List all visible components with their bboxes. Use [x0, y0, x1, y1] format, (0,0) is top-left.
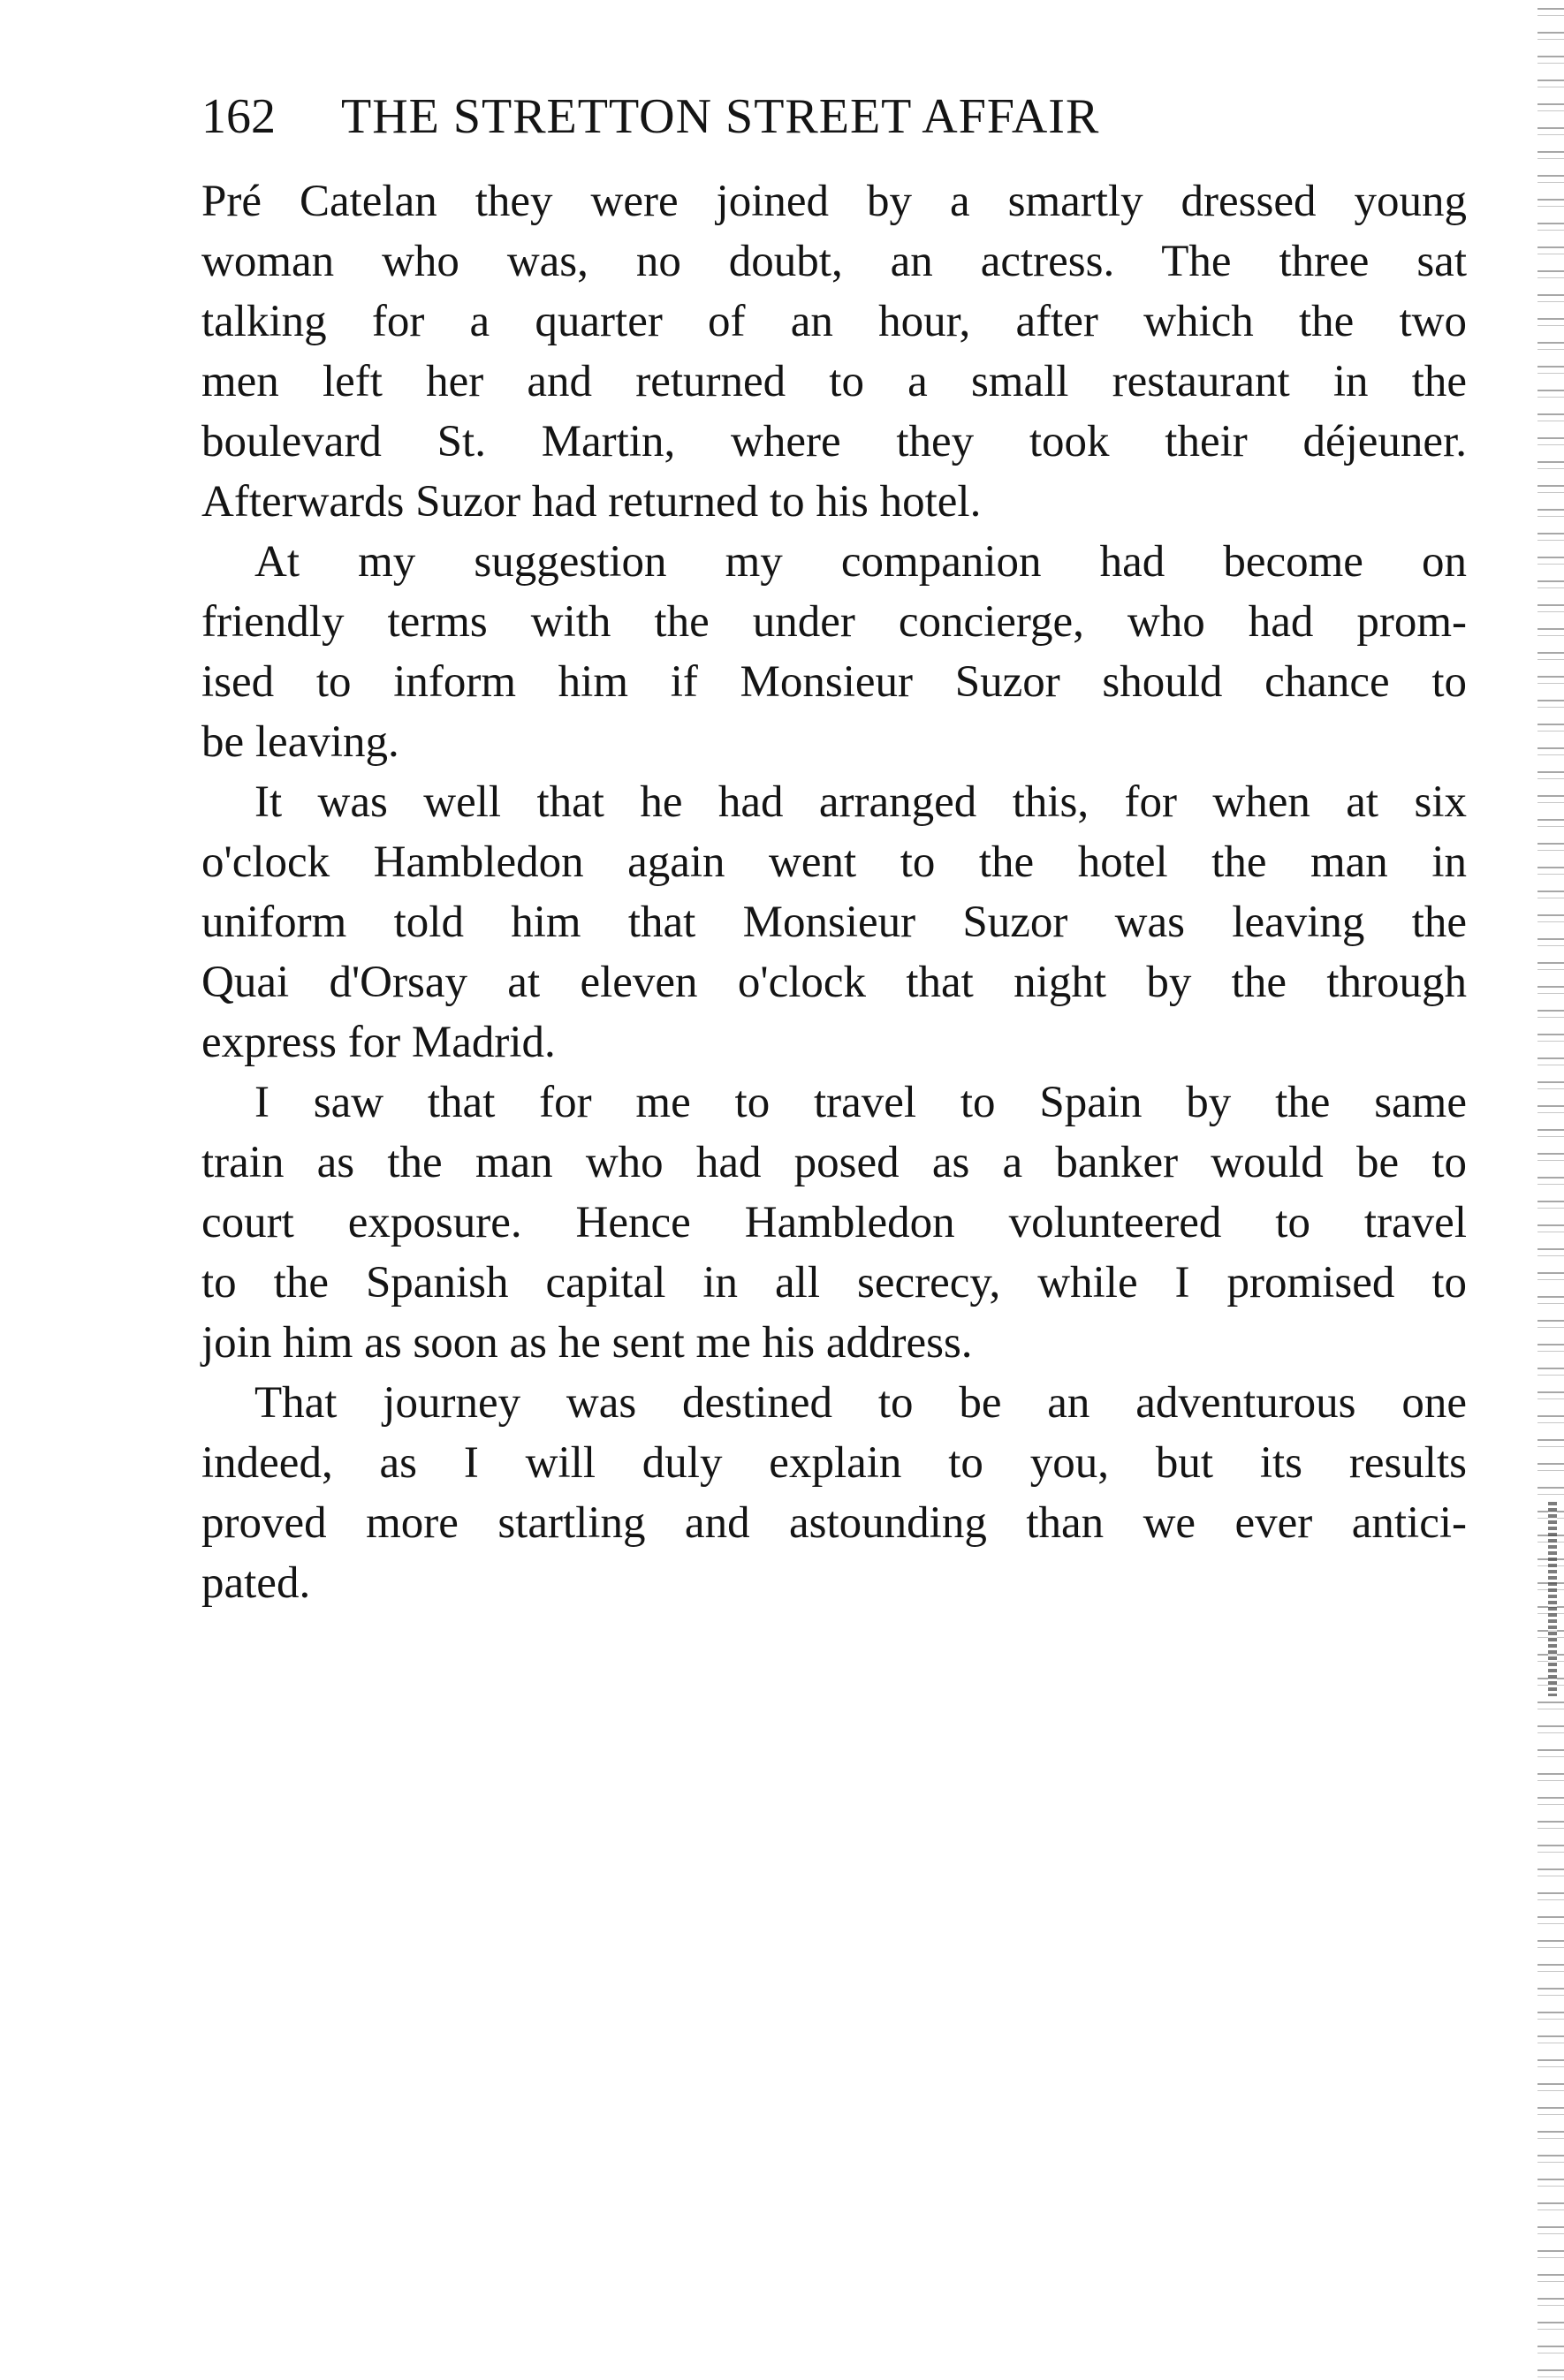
text-line: boulevard St. Martin, where they took their déjeuner. — [201, 417, 1467, 466]
body-text — [201, 171, 1467, 1613]
text-line: That journey was destined to be an adventurous one — [254, 1378, 1467, 1428]
text-line: men left her and returned to a small restaurant in the — [201, 357, 1467, 406]
text-line: Afterwards Suzor had returned to his hotel. — [201, 477, 982, 527]
page-number: 162 — [201, 89, 276, 144]
text-line: to the Spanish capital in all secrecy, while I promised to — [201, 1258, 1467, 1307]
page-edge-shadow — [1548, 1502, 1557, 1696]
running-title: THE STRETTON STREET AFFAIR — [341, 89, 1100, 144]
text-line: I saw that for me to travel to Spain by the same — [254, 1078, 1467, 1127]
text-line: Pré Catelan they were joined by a smartly dressed young — [201, 177, 1467, 226]
text-line: be leaving. — [201, 717, 399, 767]
text-line: woman who was, no doubt, an actress. The three sat — [201, 237, 1467, 286]
text-line: court exposure. Hence Hambledon volunteered to travel — [201, 1198, 1467, 1247]
text-line: express for Madrid. — [201, 1018, 556, 1067]
text-line: uniform told him that Monsieur Suzor was leaving the — [201, 898, 1467, 947]
text-line: At my suggestion my companion had become on — [254, 537, 1467, 587]
page-edge-binding — [1537, 0, 1564, 2380]
text-line: pated. — [201, 1558, 311, 1608]
text-line: proved more startling and astounding than we ever antici- — [201, 1498, 1467, 1548]
text-line: friendly terms with the under concierge, who had prom- — [201, 597, 1467, 647]
page-header — [201, 81, 1474, 152]
text-line: It was well that he had arranged this, for when at six — [254, 777, 1467, 827]
text-line: ised to inform him if Monsieur Suzor should chance to — [201, 657, 1467, 707]
text-line: talking for a quarter of an hour, after which the two — [201, 297, 1467, 346]
text-line: Quai d'Orsay at eleven o'clock that night by the through — [201, 958, 1467, 1007]
text-line: join him as soon as he sent me his address. — [201, 1318, 973, 1368]
text-line: o'clock Hambledon again went to the hotel the man in — [201, 838, 1467, 887]
text-line: train as the man who had posed as a banker would be to — [201, 1138, 1467, 1187]
text-line: indeed, as I will duly explain to you, but its results — [201, 1438, 1467, 1488]
